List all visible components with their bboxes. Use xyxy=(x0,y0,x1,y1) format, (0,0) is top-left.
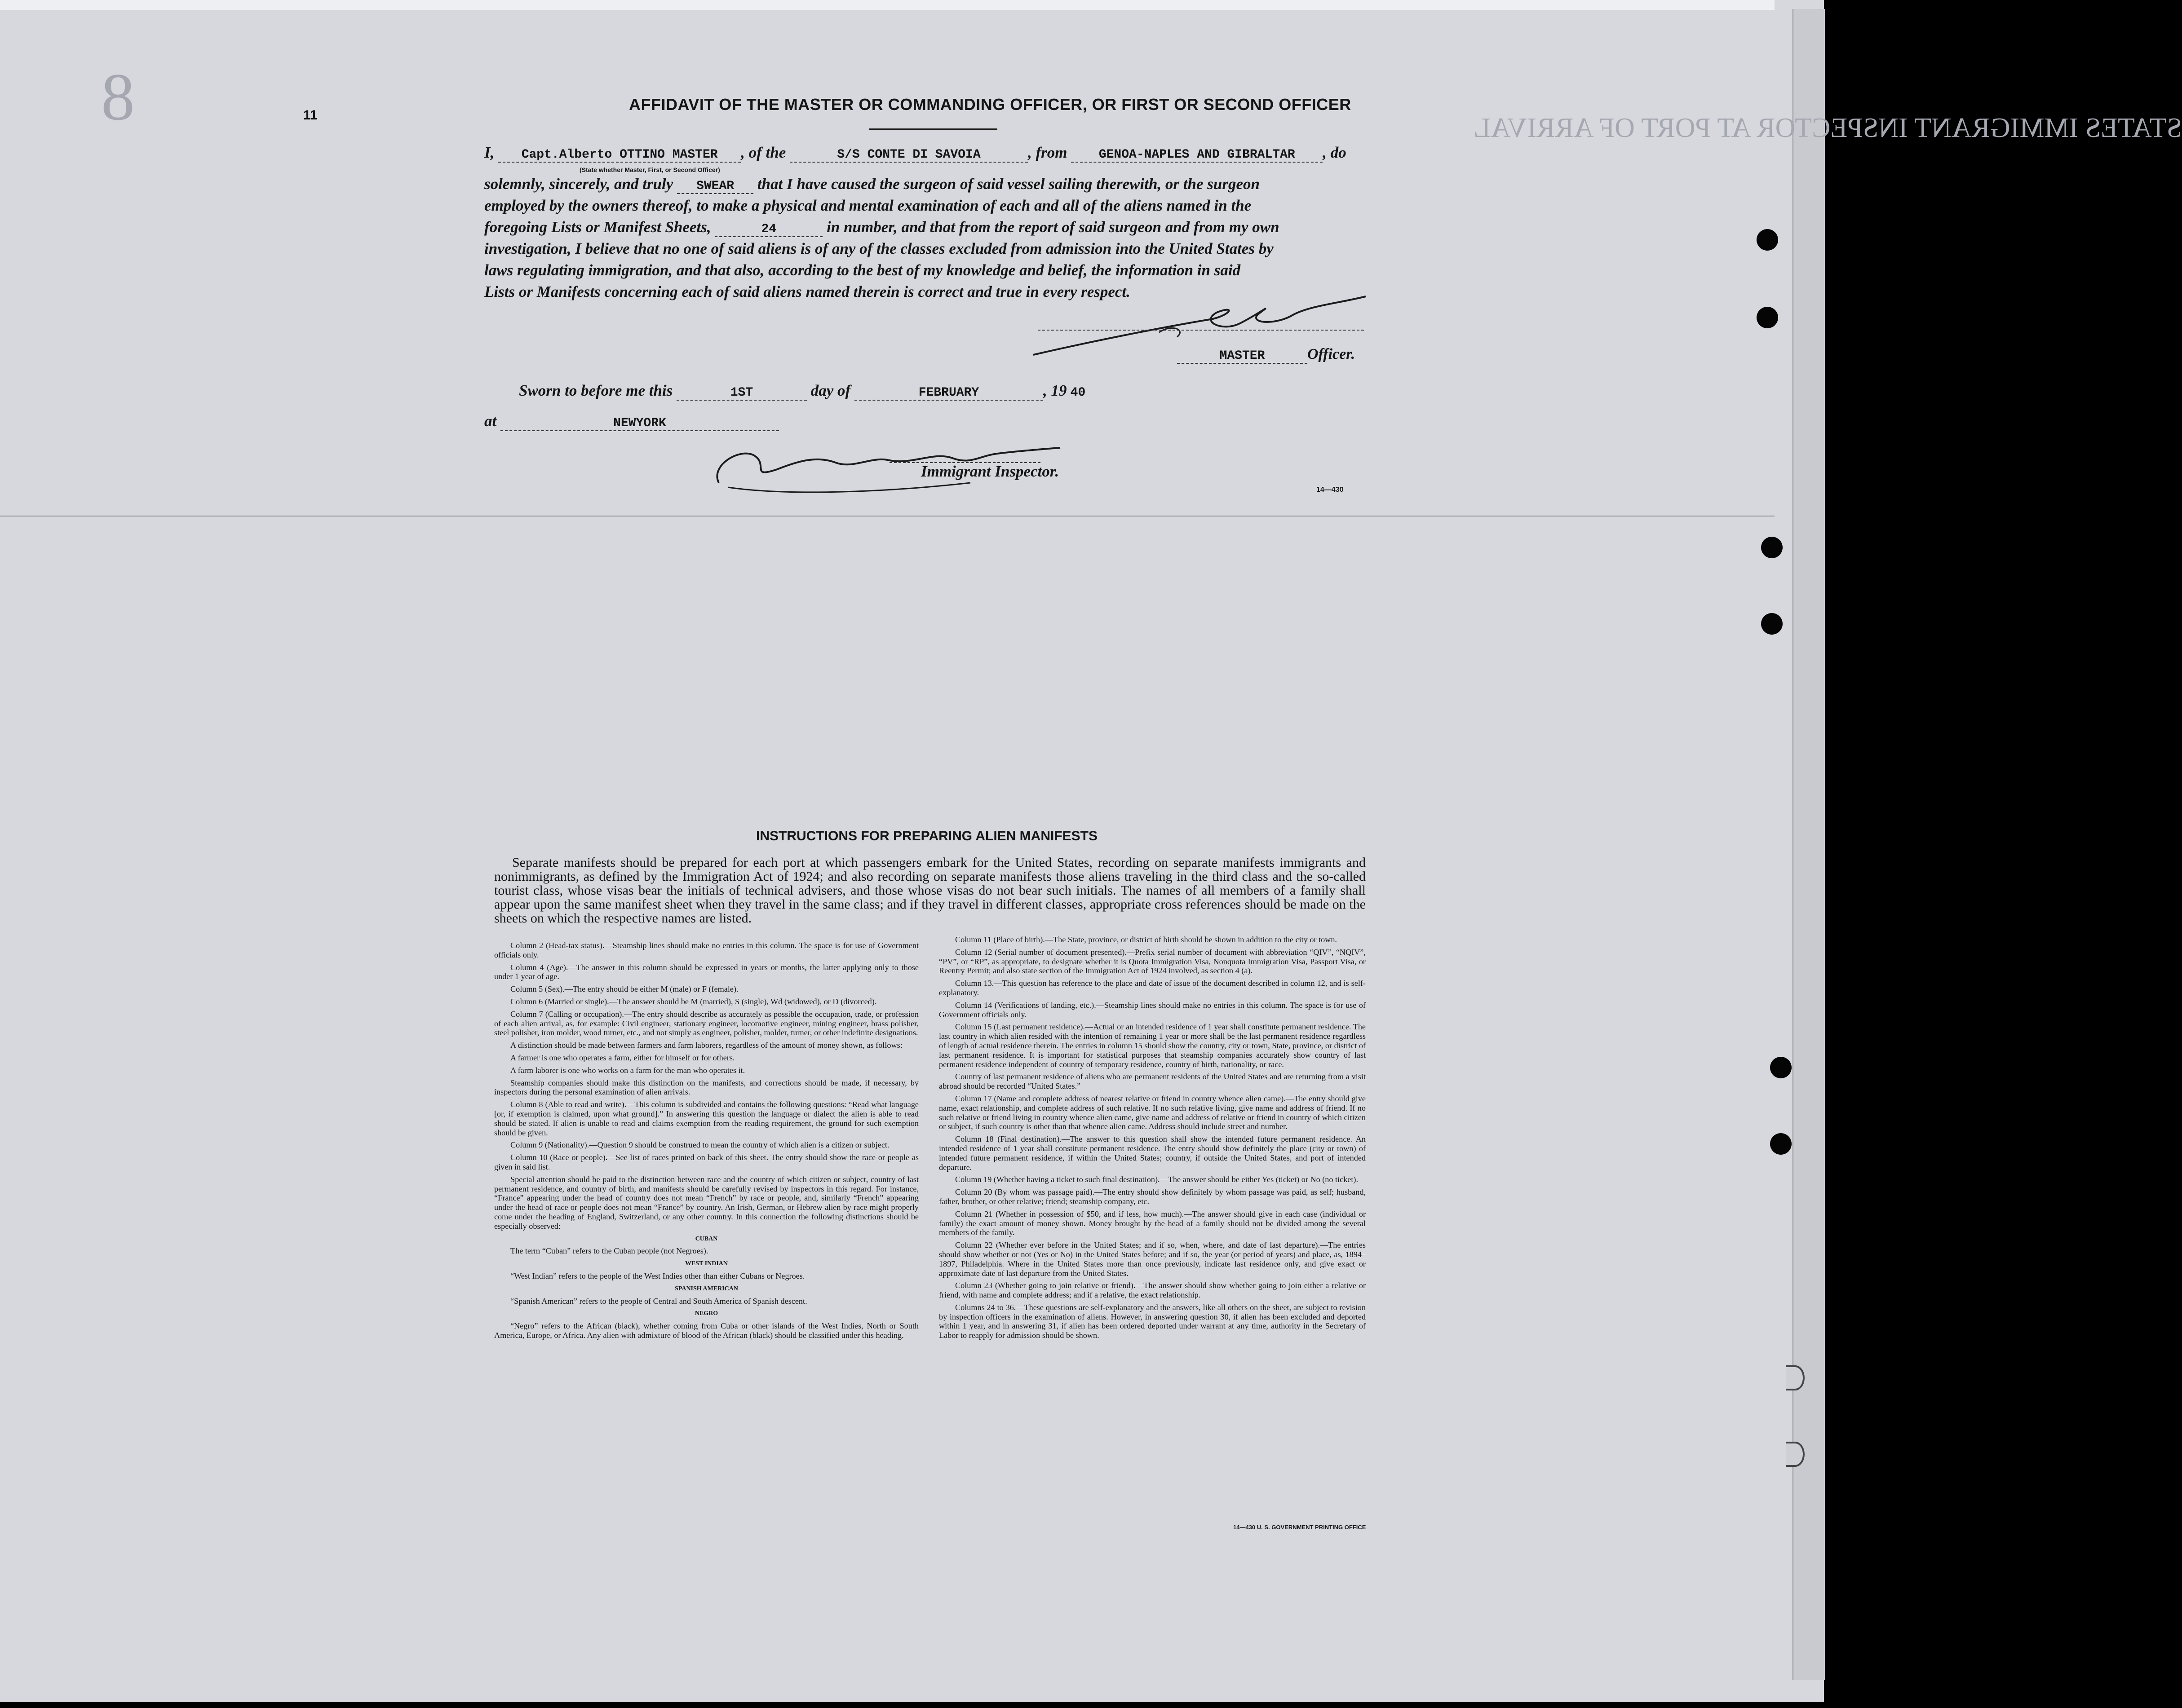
sworn-day-field: 1ST xyxy=(677,386,807,401)
affidavit-line-7: Lists or Manifests concerning each of said aliens named therein is correct and true in every respect. xyxy=(484,283,1130,300)
binder-hole xyxy=(1761,613,1783,635)
sheet-count-field: 24 xyxy=(715,222,823,237)
instruction-paragraph: Column 11 (Place of birth).—The State, province, or district of birth should be shown in addition to the city or town. xyxy=(955,935,1337,944)
affidavit-line-5: investigation, I believe that no one of said aliens is of any of the classes excluded from admission into the United States by xyxy=(484,240,1274,257)
instruction-paragraph: Column 21 (Whether in possession of $50, and if less, how much).—The answer should give in each case (individual or family) the exact amount of money shown. Money brought by the head of a family should not be divided among the several members of the family. xyxy=(939,1209,1366,1237)
paper-edge xyxy=(1793,9,1825,1680)
instruction-paragraph: Special attention should be paid to the distinction between race and the country of which citizen or subject, country of last permanent residence, and country of birth, and manifests should be carefully revised by inspectors in this regard. For instance, “France” appearing under the head of country does not mean “French” by race or people, and, similarly “French” appearing under the head of race or people does not mean “France” by country. An Irish, German, or Hebrew alien by race might properly come under the heading of England, Switzerland, or any other country. In this connection the following distinctions should be especially observed: xyxy=(494,1174,919,1231)
binder-hole xyxy=(1757,307,1778,328)
binder-hole xyxy=(1770,1133,1792,1155)
definition-west-indian: “West Indian” refers to the people of the West Indies other than either Cubans or Negroes. xyxy=(510,1271,805,1280)
margin-mark: 11 xyxy=(303,108,318,123)
officer-line: MASTER Officer. xyxy=(1177,346,1355,364)
section-heading-spanish-american: SPANISH AMERICAN xyxy=(675,1285,738,1292)
sworn-line: Sworn to before me this 1ST day of FEBRUARY , 19 40 xyxy=(519,382,1089,401)
bleed-through-heading: STATES IMMIGRANT INSPECTOR AT PORT OF ARRIVAL xyxy=(1474,113,2182,143)
instruction-paragraph: Column 14 (Verifications of landing, etc.).—Steamship lines should make no entries in this column. The space is for use of Government officials only. xyxy=(939,1000,1366,1019)
instruction-paragraph: Column 23 (Whether going to join relative or friend).—The answer should show whether going to join either a relative or friend, with name and complete address; and if a relative, the exact relationship. xyxy=(939,1281,1366,1300)
definition-cuban: The term “Cuban” refers to the Cuban people (not Negroes). xyxy=(510,1246,708,1256)
instructions-intro: Separate manifests should be prepared for each port at which passengers embark for the United States, recording on separate manifests immigrants and nonimmigrants, as defined by the Immigration Act of 1924; and also recording on separate manifests those aliens traveling in the third class and the so-called tourist class, whose visas bear the initials of technical advisers, and those whose visas do not bear such initials. The names of all members of a family shall appear upon the same manifest sheet when they travel in the same class; and if they travel in different classes, appropriate cross references should be made on the sheets on which the respective names are listed. xyxy=(494,855,1366,926)
affidavit-line-3: employed by the owners thereof, to make a physical and mental examination of each and all of the aliens named in the xyxy=(484,197,1252,214)
instruction-paragraph: Column 12 (Serial number of document presented).—Prefix serial number of document with abbreviation “QIV”, “NQIV”, “PV”, or “RP”, as appropriate, to designate whether it is Quota Immigration Visa, Nonquota Immigration Visa, Passport Visa, or Reentry Permit; and also state section of the Immigration Act of 1924 involved, as section 4 (a). xyxy=(939,947,1366,975)
binder-hole-torn xyxy=(1786,1442,1805,1467)
sworn-month-field: FEBRUARY xyxy=(854,386,1043,401)
from-ports-field: GENOA-NAPLES AND GIBRALTAR xyxy=(1071,148,1323,163)
instruction-paragraph: Column 8 (Able to read and write).—This column is subdivided and contains the following questions: “Read what language [or, if exemption is claimed, upon what ground].” In answering this question the language or dialect the alien is able to read should be stated. If alien is unable to read and claims exemption from the reading requirement, the ground for such exemption should be given. xyxy=(494,1100,919,1137)
instructions-title: INSTRUCTIONS FOR PREPARING ALIEN MANIFESTS xyxy=(756,829,1098,843)
instruction-paragraph: Steamship companies should make this distinction on the manifests, and corrections should be made, if necessary, by inspectors during the personal examination of alien arrivals. xyxy=(494,1078,919,1097)
top-paper-strip xyxy=(0,0,1775,10)
definition-negro: “Negro” refers to the African (black), whether coming from Cuba or other islands of the West Indies, North or South America, Europe, or Africa. Any alien with admixture of blood of the African (black) should be classified under this heading. xyxy=(494,1321,919,1340)
instructions-right-column xyxy=(939,935,1366,1343)
instruction-paragraph: Column 18 (Final destination).—The answer to this question shall show the intended future permanent residence. An intended residence of 1 year shall constitute permanent residence. The entry should show definitely the place (city or town) of intended future permanent residence, if within the United States; country, if outside the United States, and port of intended departure. xyxy=(939,1134,1366,1172)
instruction-paragraph: A farm laborer is one who works on a farm for the man who operates it. xyxy=(510,1065,745,1075)
affidavit-title: AFFIDAVIT OF THE MASTER OR COMMANDING OFFICER, OR FIRST OR SECOND OFFICER xyxy=(629,95,1351,114)
inspector-label: Immigrant Inspector. xyxy=(921,463,1059,480)
place-line: at NEWYORK xyxy=(484,412,779,431)
binder-hole xyxy=(1761,537,1783,558)
instruction-paragraph: Column 15 (Last permanent residence).—Actual or an intended residence of 1 year shall constitute permanent residence. The last country in which alien resided with the intention of remaining 1 year or more shall be the last permanent residence regardless of length of actual residence therein. The entries in column 15 should show the country, city or town, State, province, or district of last permanent residence. It is important for statistical purposes that steamship companies accurately show country of last permanent residence independent of country of temporary residence, country of birth, nationality, or race. xyxy=(939,1022,1366,1069)
definition-spanish-american: “Spanish American” refers to the people of Central and South America of Spanish descent. xyxy=(510,1296,807,1306)
title-underline xyxy=(869,128,997,130)
instruction-paragraph: A distinction should be made between farmers and farm laborers, regardless of the amount of money shown, as follows: xyxy=(510,1041,903,1050)
binder-hole-torn xyxy=(1786,1365,1805,1390)
affidavit-line-6: laws regulating immigration, and that also, according to the best of my knowledge and belief, the information in said xyxy=(484,261,1241,279)
instruction-paragraph: Column 19 (Whether having a ticket to such final destination).—The answer should be either Yes (ticket) or No (no ticket). xyxy=(955,1175,1359,1184)
instruction-paragraph: Column 10 (Race or people).—See list of races printed on back of this sheet. The entry should show the race or people as given in said list. xyxy=(494,1153,919,1171)
officer-rank-field: MASTER xyxy=(1177,349,1307,364)
instructions-left-column xyxy=(494,941,919,1343)
instruction-paragraph: Columns 24 to 36.—These questions are self-explanatory and the answers, like all others on the sheet, are subject to revision by inspection officers in the examination of aliens. However, in answering question 30, if alien has been excluded and deported within 1 year, and in answering 31, if alien has been ordered deported under warrant at any time, authority in the Secretary of Labor to reapply for admission should be shown. xyxy=(939,1302,1366,1340)
form-number: 14—430 xyxy=(1316,486,1344,494)
section-heading-cuban: CUBAN xyxy=(695,1235,718,1242)
instruction-paragraph: Column 9 (Nationality).—Question 9 should be construed to mean the country of which alien is a citizen or subject. xyxy=(510,1140,890,1150)
binder-hole xyxy=(1770,1057,1792,1078)
sworn-year-field: 40 xyxy=(1070,386,1086,400)
place-field: NEWYORK xyxy=(500,416,779,431)
instruction-paragraph: Column 4 (Age).—The answer in this column should be expressed in years or months, the latter applying only to those under 1 year of age. xyxy=(494,962,919,981)
section-heading-negro: NEGRO xyxy=(695,1310,718,1317)
instruction-paragraph: Column 2 (Head-tax status).—Steamship lines should make no entries in this column. The space is for use of Government officials only. xyxy=(494,941,919,959)
instruction-paragraph: Country of last permanent residence of aliens who are permanent residents of the United States and are returning from a visit abroad should be recorded “United States.” xyxy=(939,1072,1366,1091)
binder-hole xyxy=(1757,229,1778,251)
instruction-paragraph: Column 22 (Whether ever before in the United States; and if so, when, where, and date of last departure).—The entries should show whether or not (Yes or No) in the United States before; and if so, the year (or period of years) and place, as, 1894–1897, Philadelphia. Where in the United States more than once previously, indicate last residence only, and give exact or approximate date of last departure from the United States. xyxy=(939,1240,1366,1278)
instruction-paragraph: A farmer is one who operates a farm, either for himself or for others. xyxy=(510,1053,735,1062)
bleed-through-stamp: 8 xyxy=(101,60,135,134)
instruction-paragraph: Column 13.—This question has reference to the place and date of issue of the document described in column 12, and is self-explanatory. xyxy=(939,979,1366,997)
instruction-paragraph: Column 6 (Married or single).—The answer should be M (married), S (single), Wd (widowed), or D (divorced). xyxy=(510,997,877,1006)
affidavit-line-2: solemnly, sincerely, and truly SWEAR that I have caused the surgeon of said vessel sailing therewith, or the surgeon xyxy=(484,175,1260,193)
name-field-note: (State whether Master, First, or Second Officer) xyxy=(580,166,720,173)
master-name-field: Capt.Alberto OTTINO MASTER xyxy=(498,148,741,163)
instruction-paragraph: Column 7 (Calling or occupation).—The entry should describe as accurately as possible the occupation, trade, or profession of each alien arrival, as, for example: Civil engineer, stationary engineer, locomotive engineer, mining engineer, brass polisher, steel polisher, iron molder, wood turner, etc., and not simply as engineer, polisher, molder, turner, or other indefinite designations. xyxy=(494,1009,919,1037)
section-heading-west-indian: WEST INDIAN xyxy=(685,1260,728,1267)
vessel-field: S/S CONTE DI SAVOIA xyxy=(790,148,1028,163)
instruction-paragraph: Column 5 (Sex).—The entry should be either M (male) or F (female). xyxy=(510,984,739,994)
instruction-paragraph: Column 20 (By whom was passage paid).—The entry should show definitely by whom passage was paid, as self; husband, father, brother, or other relative; friend; steamship company, etc. xyxy=(939,1187,1366,1206)
affidavit-line-4: foregoing Lists or Manifest Sheets, 24 in number, and that from the report of said surgeon and from my own xyxy=(484,218,1279,236)
instruction-paragraph: Column 17 (Name and complete address of nearest relative or friend in country whence alien came).—The entry should give name, exact relationship, and complete address of such relative. If no such relative living, give name and address of friend. If no such relative or friend living in country whence alien came, give name and address of relative or friend in country of which citizen or subject, if such country is other than that whence alien came. Address should include street and number. xyxy=(939,1094,1366,1131)
printing-office-footer: 14—430 U. S. GOVERNMENT PRINTING OFFICE xyxy=(1233,1524,1366,1531)
affidavit-line-1: I, Capt.Alberto OTTINO MASTER , of the S/S CONTE DI SAVOIA , from GENOA-NAPLES AND GIBRALTAR , do xyxy=(484,144,1346,162)
oath-field: SWEAR xyxy=(677,179,753,194)
